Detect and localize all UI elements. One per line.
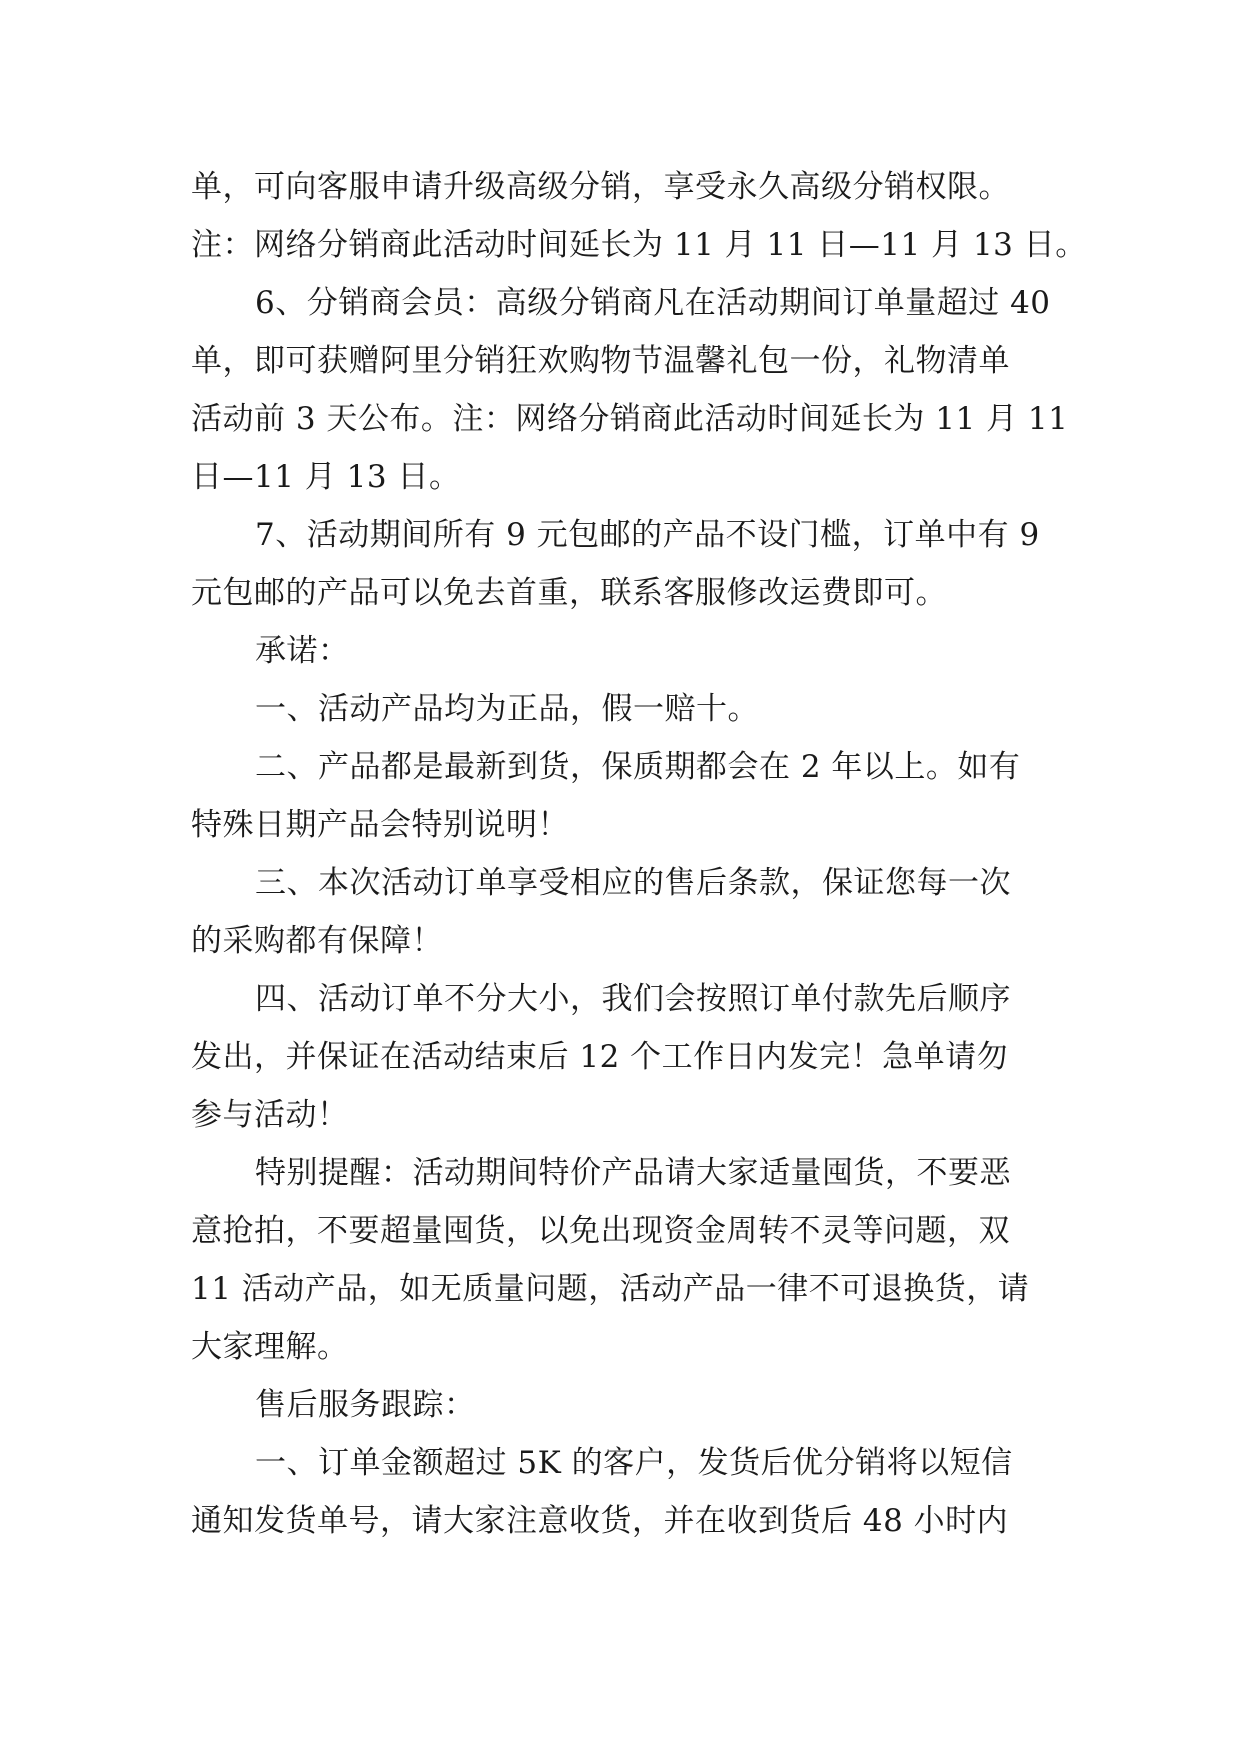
- text-line: 6、分销商会员：高级分销商凡在活动期间订单量超过 40: [255, 285, 1051, 321]
- text-line: 一、活动产品均为正品，假一赔十。: [255, 691, 759, 727]
- text-line: 一、订单金额超过 5K 的客户，发货后优分销将以短信: [255, 1445, 1013, 1481]
- text-line: 单，即可获赠阿里分销狂欢购物节温馨礼包一份，礼物清单: [191, 343, 1010, 379]
- text-line: 发出，并保证在活动结束后 12 个工作日内发完！急单请勿: [191, 1039, 1009, 1075]
- text-line: 元包邮的产品可以免去首重，联系客服修改运费即可。: [191, 575, 947, 611]
- text-line: 三、本次活动订单享受相应的售后条款，保证您每一次: [255, 865, 1011, 901]
- text-line: 日—11 月 13 日。: [191, 459, 461, 495]
- text-line: 特别提醒：活动期间特价产品请大家适量囤货，不要恶: [255, 1155, 1011, 1191]
- text-line: 四、活动订单不分大小，我们会按照订单付款先后顺序: [255, 981, 1011, 1017]
- text-line: 二、产品都是最新到货，保质期都会在 2 年以上。如有: [255, 749, 1021, 785]
- text-line: 通知发货单号，请大家注意收货，并在收到货后 48 小时内: [191, 1503, 1009, 1539]
- section-heading: 售后服务跟踪：: [255, 1387, 476, 1423]
- text-line: 注：网络分销商此活动时间延长为 11 月 11 日—11 月 13 日。: [191, 227, 1087, 263]
- text-line: 活动前 3 天公布。注：网络分销商此活动时间延长为 11 月 11: [191, 401, 1069, 437]
- text-line: 意抢拍，不要超量囤货，以免出现资金周转不灵等问题，双: [191, 1213, 1010, 1249]
- text-line: 7、活动期间所有 9 元包邮的产品不设门槛，订单中有 9: [255, 517, 1040, 553]
- text-line: 单，可向客服申请升级高级分销，享受永久高级分销权限。: [191, 169, 1010, 205]
- text-line: 大家理解。: [191, 1329, 349, 1365]
- section-heading: 承诺：: [255, 633, 350, 669]
- text-line: 特殊日期产品会特别说明！: [191, 807, 569, 843]
- text-line: 11 活动产品，如无质量问题，活动产品一律不可退换货，请: [191, 1271, 1030, 1307]
- text-line: 的采购都有保障！: [191, 923, 443, 959]
- text-line: 参与活动！: [191, 1097, 349, 1133]
